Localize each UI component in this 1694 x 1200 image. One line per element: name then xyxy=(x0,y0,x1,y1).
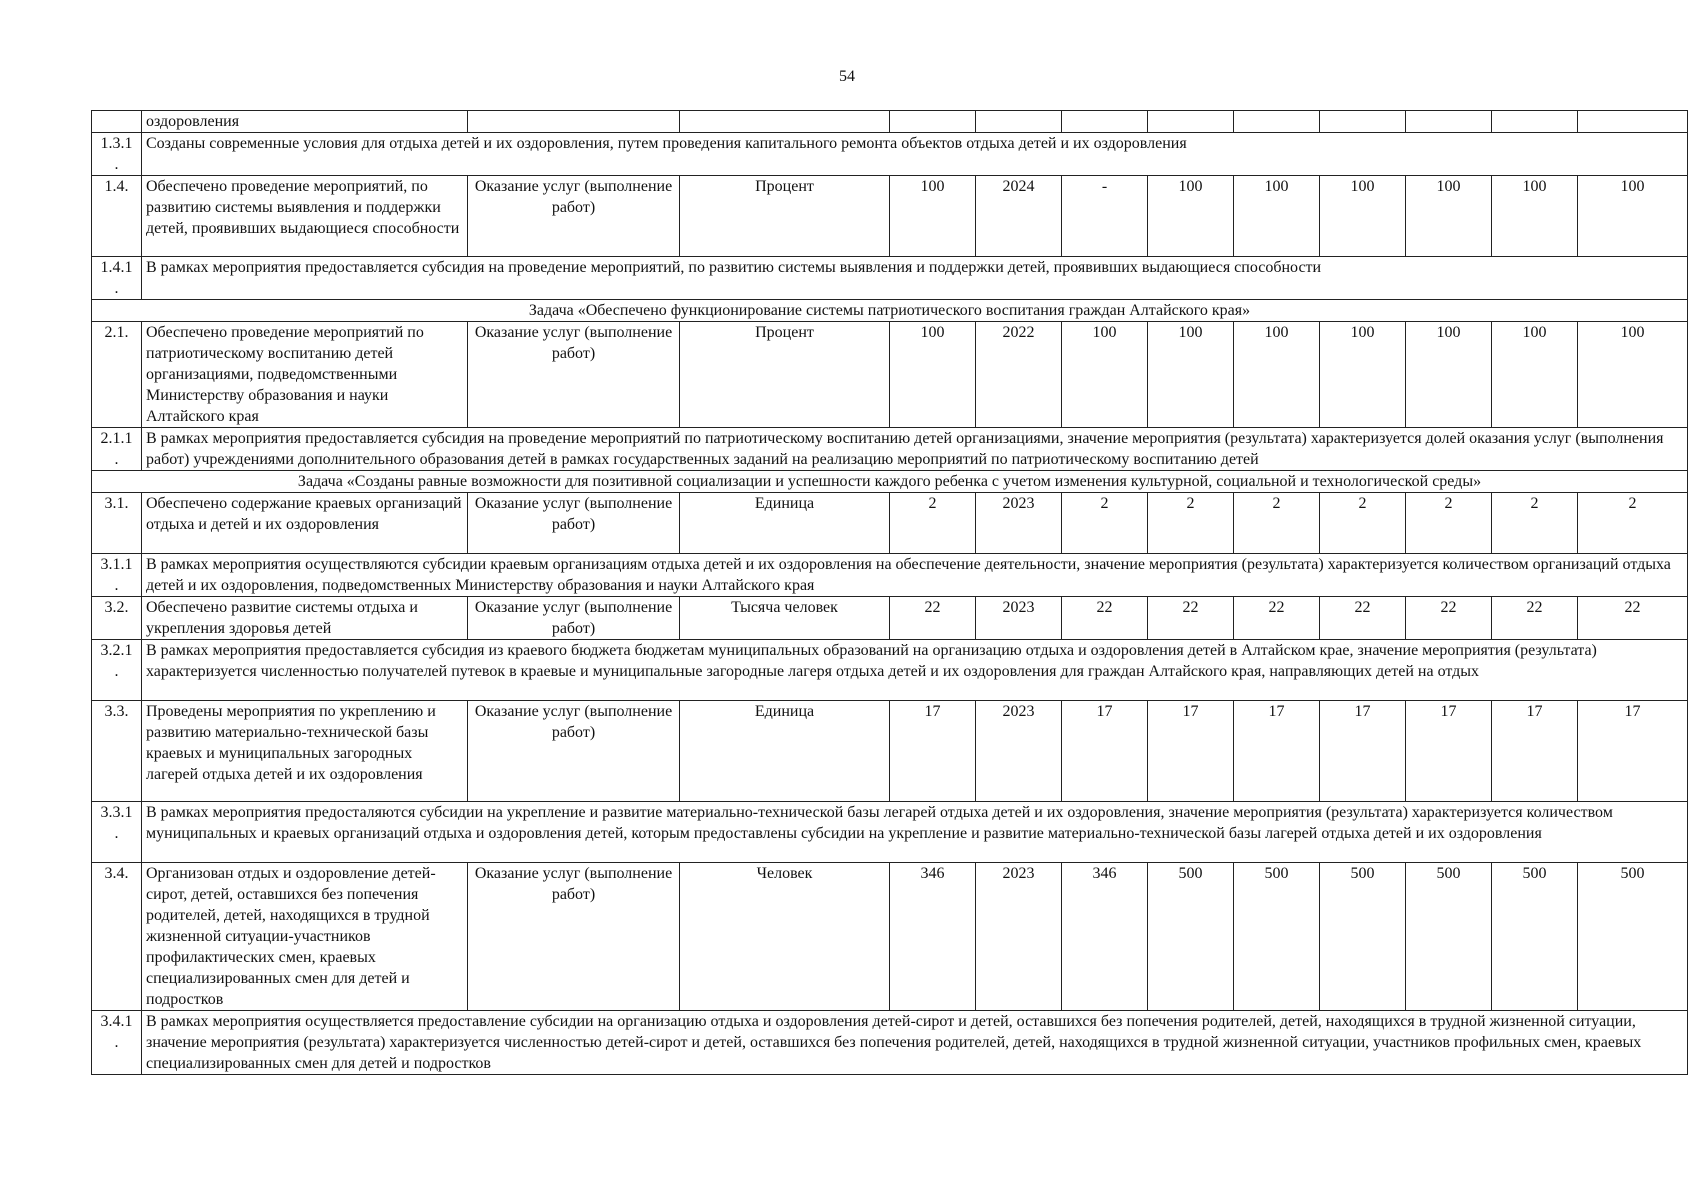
value-cell: 2023 xyxy=(976,863,1062,1011)
measure-description: В рамках мероприятия предоставляется субсидия на проведение мероприятий по патриотическому воспитанию детей организациями, значение мероприятия (результата) характеризуется долей оказания услуг (выполнения работ) учреждениями дополнительного образования детей в рамках государственных заданий на реализацию мероприятий по патриотическому воспитанию детей xyxy=(142,428,1688,471)
row-number: 3.2. xyxy=(92,597,142,640)
value-cell: 100 xyxy=(1406,176,1492,257)
table-row xyxy=(92,322,1688,428)
value-cell: 2023 xyxy=(976,597,1062,640)
value-cell: 100 xyxy=(1578,322,1688,428)
table-row xyxy=(92,701,1688,802)
measure-unit: Процент xyxy=(680,176,890,257)
measure-name: Обеспечено развитие системы отдыха и укрепления здоровья детей xyxy=(142,597,468,640)
value-cell: 22 xyxy=(1148,597,1234,640)
table-row xyxy=(92,863,1688,1011)
value-cell: 500 xyxy=(1320,863,1406,1011)
value-cell: 22 xyxy=(1234,597,1320,640)
value-cell: 100 xyxy=(1234,176,1320,257)
value-cell: 2 xyxy=(1062,493,1148,554)
row-number: 3.1. xyxy=(92,493,142,554)
value-cell: 2 xyxy=(1320,493,1406,554)
value-cell: 500 xyxy=(1406,863,1492,1011)
table-row xyxy=(92,111,1688,133)
value-cell: 22 xyxy=(1492,597,1578,640)
value-cell: 100 xyxy=(890,322,976,428)
row-number: 1.3.1 . xyxy=(92,133,142,176)
row-number: 3.3.1 . xyxy=(92,802,142,863)
value-cell: 500 xyxy=(1148,863,1234,1011)
row-number: 1.4. xyxy=(92,176,142,257)
value-cell: 100 xyxy=(1406,322,1492,428)
measure-type: Оказание услуг (выполнение работ) xyxy=(468,322,680,428)
row-number: 3.1.1 . xyxy=(92,554,142,597)
measure-name: Обеспечено проведение мероприятий, по развитию системы выявления и поддержки детей, проявивших выдающиеся способности xyxy=(142,176,468,257)
measure-description: В рамках мероприятия предоставляется субсидия из краевого бюджета бюджетам муниципальных образований на организацию отдыха и оздоровления детей в Алтайском крае, значение мероприятия (результата) характеризуется численностью получателей путевок в краевые и муниципальные загородные лагеря отдыха детей и их оздоровления для граждан Алтайского края, направляющих детей на отдых xyxy=(142,640,1688,701)
value-cell: 22 xyxy=(890,597,976,640)
row-number: 3.4. xyxy=(92,863,142,1011)
value-cell: 500 xyxy=(1578,863,1688,1011)
table-row xyxy=(92,1011,1688,1075)
table-row xyxy=(92,597,1688,640)
measure-unit: Единица xyxy=(680,701,890,802)
value-cell: 2 xyxy=(1406,493,1492,554)
value-cell: 100 xyxy=(1578,176,1688,257)
value-cell: 2023 xyxy=(976,701,1062,802)
measure-name: оздоровления xyxy=(142,111,468,133)
value-cell: 346 xyxy=(890,863,976,1011)
value-cell: 17 xyxy=(1406,701,1492,802)
row-number: 1.4.1 . xyxy=(92,257,142,300)
table-row xyxy=(92,802,1688,863)
value-cell: 17 xyxy=(1492,701,1578,802)
measure-name: Обеспечено проведение мероприятий по патриотическому воспитанию детей организациями, подведомственными Министерству образования и науки Алтайского края xyxy=(142,322,468,428)
table-row xyxy=(92,257,1688,300)
value-cell: 17 xyxy=(1148,701,1234,802)
value-cell: 100 xyxy=(1148,176,1234,257)
table-row xyxy=(92,428,1688,471)
value-cell: 100 xyxy=(1320,322,1406,428)
task-heading: Задача «Созданы равные возможности для позитивной социализации и успешности каждого ребенка с учетом изменения культурной, социальной и технологической среды» xyxy=(92,471,1688,493)
task-heading: Задача «Обеспечено функционирование системы патриотического воспитания граждан Алтайского края» xyxy=(92,300,1688,322)
value-cell: 2022 xyxy=(976,322,1062,428)
value-cell: 100 xyxy=(1492,176,1578,257)
value-cell: 2 xyxy=(1234,493,1320,554)
value-cell: 22 xyxy=(1406,597,1492,640)
row-number: 3.4.1 . xyxy=(92,1011,142,1075)
measure-type: Оказание услуг (выполнение работ) xyxy=(468,863,680,1011)
measure-unit: Единица xyxy=(680,493,890,554)
measure-type: Оказание услуг (выполнение работ) xyxy=(468,701,680,802)
value-cell: 100 xyxy=(1234,322,1320,428)
measure-unit: Процент xyxy=(680,322,890,428)
value-cell: 2024 xyxy=(976,176,1062,257)
measure-unit: Тысяча человек xyxy=(680,597,890,640)
value-cell: 2 xyxy=(890,493,976,554)
measure-type: Оказание услуг (выполнение работ) xyxy=(468,493,680,554)
table-row xyxy=(92,640,1688,701)
value-cell: 100 xyxy=(1062,322,1148,428)
value-cell: 100 xyxy=(890,176,976,257)
row-number: 2.1.1 . xyxy=(92,428,142,471)
measure-name: Проведены мероприятия по укреплению и развитию материально-технической базы краевых и муниципальных загородных лагерей отдыха детей и их оздоровления xyxy=(142,701,468,802)
value-cell: 17 xyxy=(1234,701,1320,802)
row-number: 3.2.1 . xyxy=(92,640,142,701)
measure-unit: Человек xyxy=(680,863,890,1011)
value-cell: 500 xyxy=(1492,863,1578,1011)
value-cell: - xyxy=(1062,176,1148,257)
measure-description: В рамках мероприятия осуществляются субсидии краевым организациям отдыха детей и их оздоровления на обеспечение деятельности, значение мероприятия (результата) характеризуется количеством организаций отдыха детей и их оздоровления, подведомственных Министерству образования и науки Алтайского края xyxy=(142,554,1688,597)
row-number: 3.3. xyxy=(92,701,142,802)
task-row xyxy=(92,300,1688,322)
measure-type: Оказание услуг (выполнение работ) xyxy=(468,176,680,257)
value-cell: 100 xyxy=(1320,176,1406,257)
row-number: 2.1. xyxy=(92,322,142,428)
table-row xyxy=(92,176,1688,257)
measure-type: Оказание услуг (выполнение работ) xyxy=(468,597,680,640)
measure-description: В рамках мероприятия предосталяются субсидии на укрепление и развитие материально-технической базы легарей отдыха детей и их оздоровления, значение мероприятия (результата) характеризуется количеством муниципальных и краевых организаций отдыха и оздоровления детей, которым предоставлены субсидии на укрепление и развитие материально-технической базы лагерей отдыха детей и их оздоровления xyxy=(142,802,1688,863)
value-cell: 17 xyxy=(1578,701,1688,802)
table-row xyxy=(92,133,1688,176)
measure-description: В рамках мероприятия предоставляется субсидия на проведение мероприятий, по развитию системы выявления и поддержки детей, проявивших выдающиеся способности xyxy=(142,257,1688,300)
value-cell: 2023 xyxy=(976,493,1062,554)
value-cell: 2 xyxy=(1148,493,1234,554)
value-cell: 100 xyxy=(1148,322,1234,428)
value-cell: 17 xyxy=(890,701,976,802)
value-cell: 17 xyxy=(1320,701,1406,802)
value-cell: 22 xyxy=(1062,597,1148,640)
value-cell: 17 xyxy=(1062,701,1148,802)
value-cell: 2 xyxy=(1492,493,1578,554)
value-cell: 100 xyxy=(1492,322,1578,428)
value-cell: 2 xyxy=(1578,493,1688,554)
table-row xyxy=(92,493,1688,554)
value-cell: 346 xyxy=(1062,863,1148,1011)
value-cell: 500 xyxy=(1234,863,1320,1011)
value-cell: 22 xyxy=(1320,597,1406,640)
measure-description: Созданы современные условия для отдыха детей и их оздоровления, путем проведения капитального ремонта объектов отдыха детей и их оздоровления xyxy=(142,133,1688,176)
measures-table xyxy=(91,110,1688,1075)
measure-description: В рамках мероприятия осуществляется предоставление субсидии на организацию отдыха и оздоровления детей-сирот и детей, оставшихся без попечения родителей, детей, находящихся в трудной жизненной ситуации, значение мероприятия (результата) характеризуется численностью детей-сирот и детей, оставшихся без попечения родителей, детей, находящихся в трудной жизненной ситуации, участников профильных смен, краевых специализированных смен для детей и подростков xyxy=(142,1011,1688,1075)
value-cell: 22 xyxy=(1578,597,1688,640)
task-row xyxy=(92,471,1688,493)
table-row xyxy=(92,554,1688,597)
page-number: 54 xyxy=(839,68,855,85)
measure-name: Организован отдых и оздоровление детей-сирот, детей, оставшихся без попечения родителей, детей, находящихся в трудной жизненной ситуации-участников профилактических смен, краевых специализированных смен для детей и подростков xyxy=(142,863,468,1011)
measure-name: Обеспечено содержание краевых организаций отдыха и детей и их оздоровления xyxy=(142,493,468,554)
